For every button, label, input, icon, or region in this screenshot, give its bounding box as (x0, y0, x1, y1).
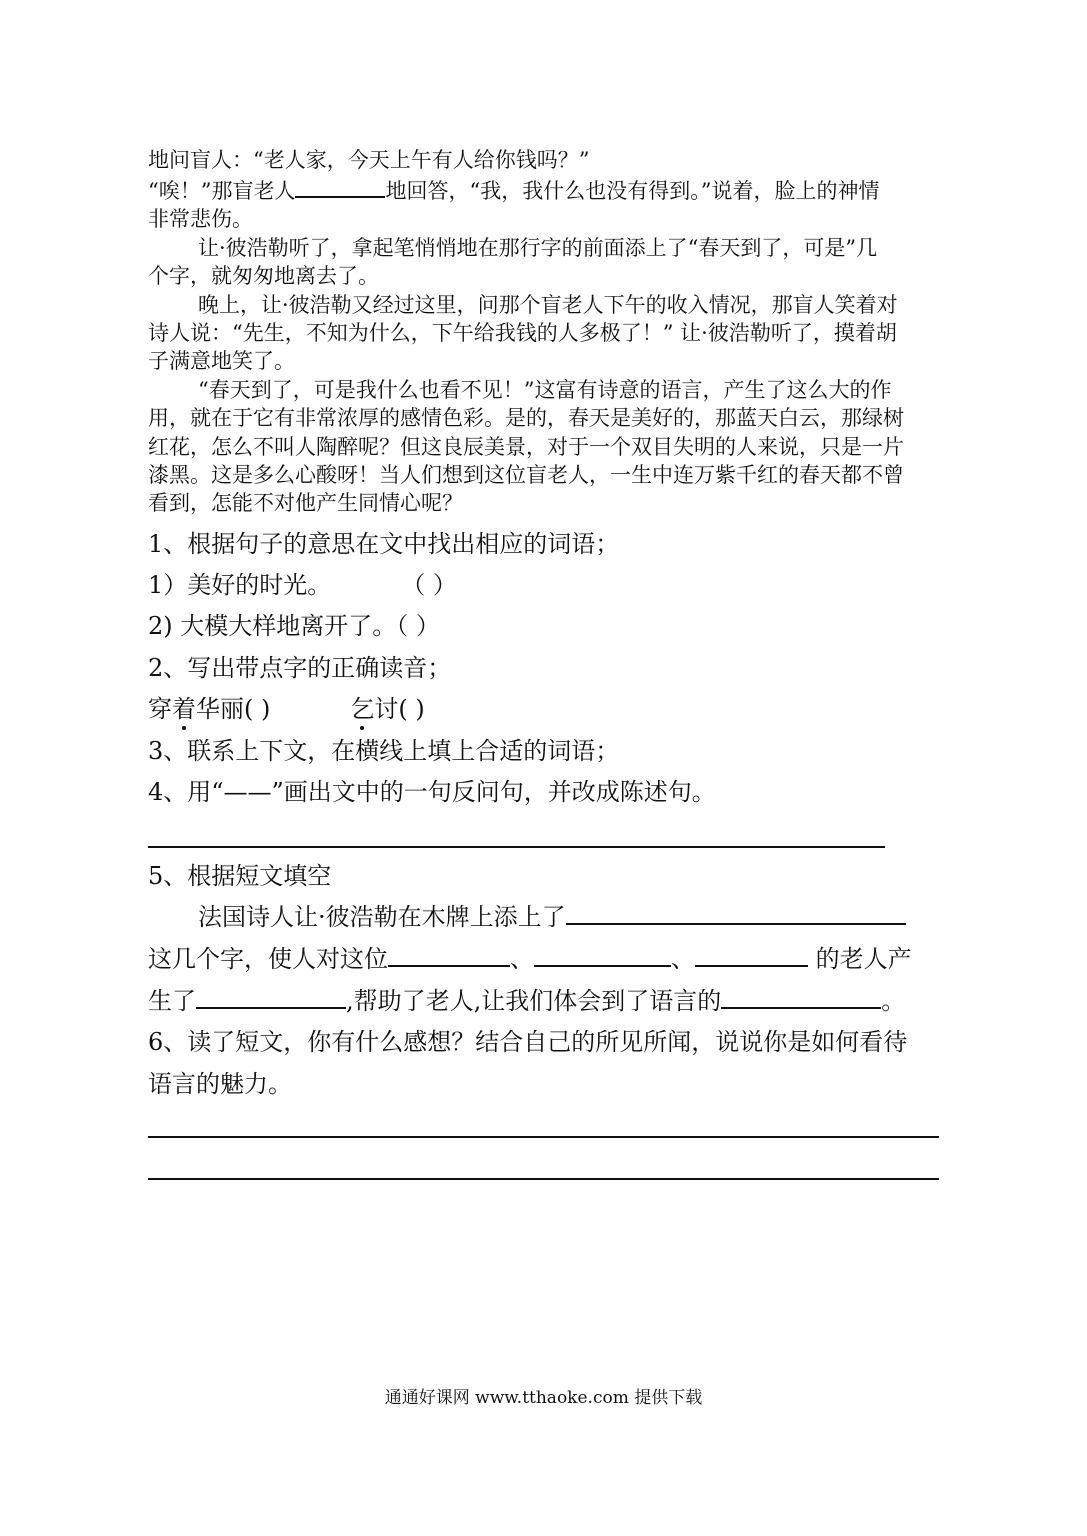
question-text: 2) 大模大样地离开了。 (148, 612, 397, 640)
answer-parens[interactable]: （ ） (401, 571, 457, 599)
question-6-line-2: 语言的魅力。 (148, 1070, 292, 1098)
question-5-line-3 (148, 989, 905, 1013)
fill-blank[interactable] (695, 964, 808, 967)
question-6: 6、读了短文，你有什么感想？结合自己的所见所闻，说说你是如何看待 (148, 1028, 908, 1056)
dotted-character: 乞 (350, 695, 375, 723)
page-footer: 通通好课网 www.tthaoke.com 提供下载 (384, 1388, 703, 1408)
passage-line: “春天到了，可是我什么也看不见！”这富有诗意的语言，产生了这么大的作 (198, 378, 892, 402)
question-5: 5、根据短文填空 (148, 862, 332, 890)
passage-line: 让·彼浩勒听了，拿起笔悄悄地在那行字的前面添上了“春天到了，可是”几 (198, 236, 878, 260)
passage-line: 地问盲人：“老人家，今天上午有人给你钱吗？” (148, 148, 590, 172)
passage-line: 个字，就匆匆地离去了。 (148, 264, 379, 288)
passage-text: “唉！”那盲老人 (148, 179, 296, 203)
question-5-line-1 (198, 905, 906, 929)
passage-line: 非常悲伤。 (148, 207, 253, 231)
question-3: 3、联系上下文，在横线上填上合适的词语； (148, 737, 620, 765)
question-text: 穿 (148, 695, 172, 723)
fill-blank[interactable] (566, 922, 906, 925)
fill-blank[interactable] (721, 1006, 881, 1009)
passage-line: 诗人说：“先生，不知为什么，下午给我钱的人多极了！” 让·彼浩勒听了，摸着胡 (148, 321, 897, 345)
answer-parens[interactable]: （ ） (396, 612, 440, 640)
question-text: 、 (510, 945, 534, 973)
question-1a (148, 573, 457, 597)
question-text: 的老人产 (808, 945, 912, 973)
question-text: 生了 (148, 987, 196, 1015)
answer-line[interactable] (148, 1136, 939, 1138)
passage-line: 看到，怎能不对他产生同情心呢？ (148, 491, 463, 515)
question-text: ,帮助了老人,让我们体会到了语言的 (346, 987, 722, 1015)
fill-blank[interactable] (295, 195, 385, 198)
passage-text: 地回答，“我，我什么也没有得到。”说着，脸上的神情 (385, 179, 880, 203)
answer-line[interactable] (148, 1178, 939, 1180)
question-text: 讨 (374, 695, 399, 723)
fill-blank[interactable] (534, 964, 671, 967)
question-4: 4、用“——”画出文中的一句反问句，并改成陈述句。 (148, 778, 716, 806)
question-2: 2、写出带点字的正确读音； (148, 654, 452, 682)
answer-parens[interactable]: ( ) (398, 695, 425, 723)
question-5-line-2 (148, 947, 912, 971)
fill-blank[interactable] (388, 964, 510, 967)
question-text: 这几个字，使人对这位 (148, 945, 388, 973)
question-1: 1、根据句子的意思在文中找出相应的词语； (148, 530, 620, 558)
question-2-items (148, 697, 425, 721)
passage-line (148, 181, 879, 202)
question-text: 法国诗人让·彼浩勒在木牌上添上了 (198, 903, 566, 931)
answer-parens[interactable]: ( ) (244, 695, 271, 723)
question-text: 。 (881, 987, 906, 1015)
passage-line: 晚上，让·彼浩勒又经过这里，问那个盲老人下午的收入情况，那盲人笑着对 (198, 293, 898, 317)
question-1b (148, 614, 440, 638)
dotted-character: 着 (172, 695, 196, 723)
question-text: 1）美好的时光。 (148, 571, 332, 599)
passage-line: 用，就在于它有非常浓厚的感情色彩。是的，春天是美好的，那蓝天白云，那绿树 (148, 406, 904, 430)
passage-line: 漆黑。这是多么心酸呀！当人们想到这位盲老人，一生中连万紫千红的春天都不曾 (148, 463, 904, 487)
passage-line: 红花，怎么不叫人陶醉呢？但这良辰美景，对于一个双目失明的人来说，只是一片 (148, 435, 904, 459)
fill-blank[interactable] (196, 1006, 346, 1009)
passage-line: 子满意地笑了。 (148, 349, 295, 373)
answer-line[interactable] (148, 846, 885, 848)
question-text: 、 (671, 945, 695, 973)
question-text: 华丽 (196, 695, 244, 723)
